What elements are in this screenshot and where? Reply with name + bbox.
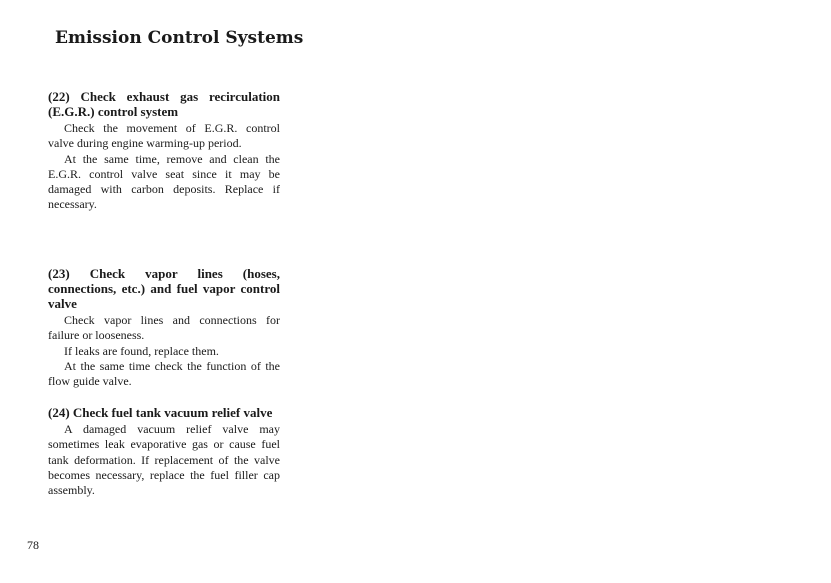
section-24	[48, 405, 280, 498]
section-23-paragraph-3: At the same time check the function of the flow guide valve.	[48, 358, 280, 389]
section-23-paragraph-1: Check vapor lines and connections for failure or looseness.	[48, 313, 280, 343]
section-23-paragraph-2: If leaks are found, replace them.	[64, 343, 219, 358]
section-22-heading: (22) Check exhaust gas recirculation (E.G.R.) control system	[48, 89, 280, 119]
section-22-paragraph-2: At the same time, remove and clean the E.G.R. control valve seat since it may be damaged with carbon deposits. Replace if necessary.	[48, 151, 280, 212]
section-24-heading: (24) Check fuel tank vacuum relief valve	[48, 405, 273, 420]
section-22	[48, 89, 280, 213]
section-22-paragraph-1: Check the movement of E.G.R. control valve during engine warming-up period.	[48, 121, 280, 151]
page-title: Emission Control Systems	[55, 28, 304, 48]
section-23	[48, 266, 280, 389]
section-24-paragraph-1: A damaged vacuum relief valve may sometimes leak evaporative gas or cause fuel tank deformation. If replacement of the valve becomes necessary, replace the fuel filler cap assembly.	[48, 422, 280, 498]
page-number: 78	[27, 538, 39, 552]
section-23-heading: (23) Check vapor lines (hoses, connections, etc.) and fuel vapor control valve	[48, 266, 280, 311]
